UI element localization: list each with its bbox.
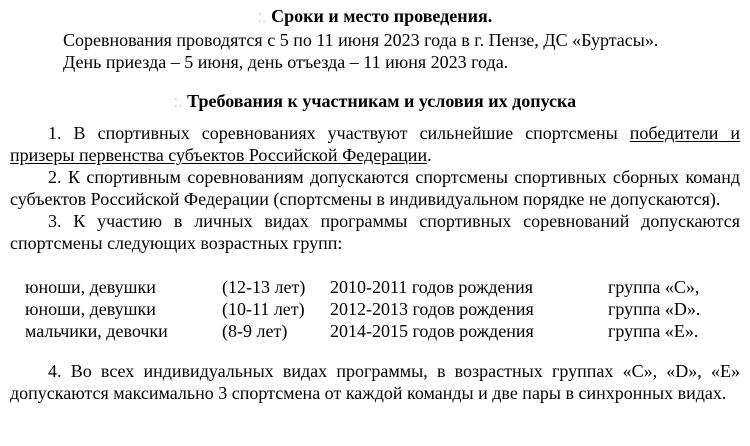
age-row-participants: мальчики, девочки xyxy=(25,321,168,341)
venue-dates-line: Соревнования проводятся с 5 по 11 июня 2023 года в г. Пензе, ДС «Буртасы». xyxy=(63,30,659,50)
arrival-departure-line: День приезда – 5 июня, день отъезда – 11 июня 2023 года. xyxy=(63,52,509,72)
age-row-group-label: группа «D». xyxy=(608,299,701,319)
age-row-birth-years: 2010-2011 годов рождения xyxy=(330,277,534,297)
paragraph-1-period: . xyxy=(427,145,432,165)
paragraph-2: 2. К спортивным соревнованиям допускаются спортсмены спортивных сборных команд субъектов Российской Федерации (спортсмены в индивидуальном порядке не допускаются). xyxy=(10,167,740,209)
age-groups-table xyxy=(10,276,740,342)
paragraph-3: 3. К участию в личных видах программы спортивных соревнований допускаются спортсмены следующих возрастных групп: xyxy=(10,211,740,253)
age-row-group-label: группа «С», xyxy=(608,277,700,297)
age-row-age-range: (12-13 лет) xyxy=(222,277,306,297)
paragraph-1-lead: 1. В спортивных соревнованиях участвуют сильнейшие спортсмены xyxy=(48,123,630,143)
faint-section-number-mark: ⁚. xyxy=(257,11,267,25)
age-row-birth-years: 2012-2013 годов рождения xyxy=(330,299,534,319)
section-heading-dates-venue xyxy=(10,5,740,29)
age-row-birth-years: 2014-2015 годов рождения xyxy=(330,321,534,341)
faint-section-number-mark: ⁚. xyxy=(173,96,183,110)
paragraph-4: 4. Во всех индивидуальных видах программы, в возрастных группах «С», «D», «Е» допускаются максимально 3 спортсмена от каждой команды и две пары в синхронных видах. xyxy=(10,361,740,403)
age-group-row xyxy=(10,320,740,342)
section-heading-requirements xyxy=(10,90,740,114)
age-row-age-range: (8-9 лет) xyxy=(222,321,288,341)
age-group-row xyxy=(10,276,740,298)
age-row-age-range: (10-11 лет) xyxy=(222,299,305,319)
age-row-participants: юноши, девушки xyxy=(25,299,156,319)
age-group-row xyxy=(10,298,740,320)
paragraph-1 xyxy=(10,122,740,166)
age-row-participants: юноши, девушки xyxy=(25,277,156,297)
section-heading-requirements-text: Требования к участникам и условия их допуска xyxy=(187,91,577,111)
section-heading-dates-venue-text: Сроки и место проведения. xyxy=(271,6,493,26)
paragraph-1-underlined-phrase: победители и призеры первенства субъектов Российской Федерации xyxy=(10,123,741,165)
age-row-group-label: группа «Е». xyxy=(608,321,699,341)
